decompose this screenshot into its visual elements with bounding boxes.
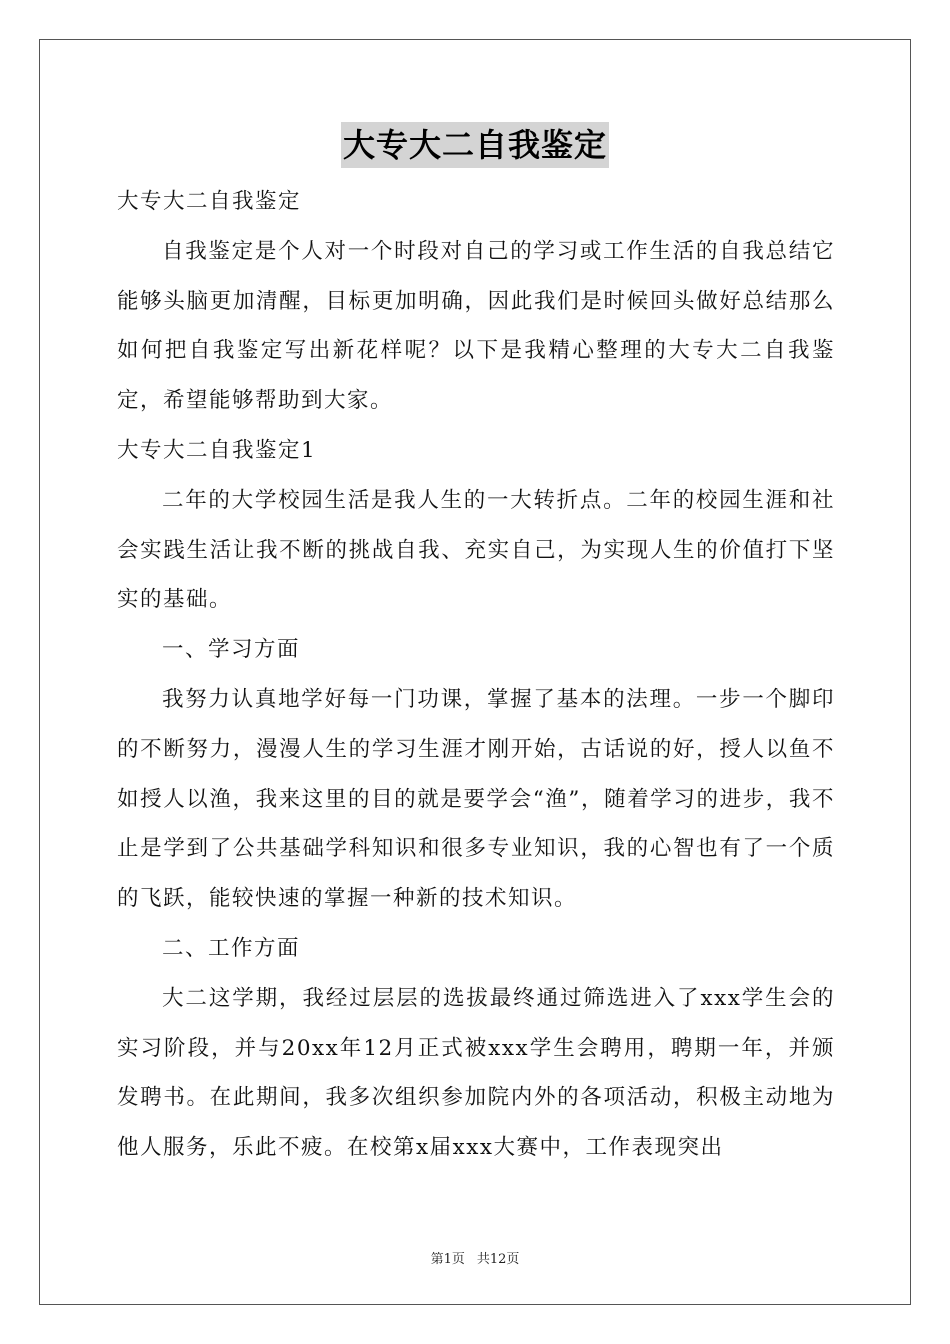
document-title: 大专大二自我鉴定 bbox=[341, 122, 609, 168]
title-container bbox=[0, 122, 950, 168]
page-footer bbox=[0, 1248, 950, 1267]
body-paragraph: 我努力认真地学好每一门功课，掌握了基本的法理。一步一个脚印的不断努力，漫漫人生的学习生涯才刚开始，古话说的好，授人以鱼不如授人以渔，我来这里的目的就是要学会“渔”，随着学习的进步，我不止是学到了公共基础学科知识和很多专业知识，我的心智也有了一个质的飞跃，能较快速的掌握一种新的技术知识。 bbox=[117, 686, 835, 912]
body-paragraph: 二年的大学校园生活是我人生的一大转折点。二年的校园生涯和社会实践生活让我不断的挑战自我、充实自己，为实现人生的价值打下坚实的基础。 bbox=[117, 487, 835, 613]
document-body bbox=[117, 177, 835, 1173]
section-heading-1: 大专大二自我鉴定1 bbox=[117, 437, 317, 463]
body-paragraph: 大二这学期，我经过层层的选拔最终通过筛选进入了xxx学生会的实习阶段，并与20xx年12月正式被xxx学生会聘用，聘期一年，并颁发聘书。在此期间，我多次组织参加院内外的各项活动，积极主动地为他人服务，乐此不疲。在校第x届xxx大赛中，工作表现突出 bbox=[117, 985, 835, 1161]
page-total: 共12页 bbox=[476, 1252, 520, 1267]
subheading-study: 一、学习方面 bbox=[162, 637, 301, 663]
page-number: 第1页 bbox=[430, 1252, 465, 1267]
intro-paragraph: 自我鉴定是个人对一个时段对自己的学习或工作生活的自我总结它能够头脑更加清醒，目标更加明确，因此我们是时候回头做好总结那么如何把自我鉴定写出新花样呢？以下是我精心整理的大专大二自我鉴定，希望能够帮助到大家。 bbox=[117, 238, 835, 414]
subtitle-line: 大专大二自我鉴定 bbox=[117, 189, 302, 214]
subheading-work: 二、工作方面 bbox=[162, 935, 301, 961]
